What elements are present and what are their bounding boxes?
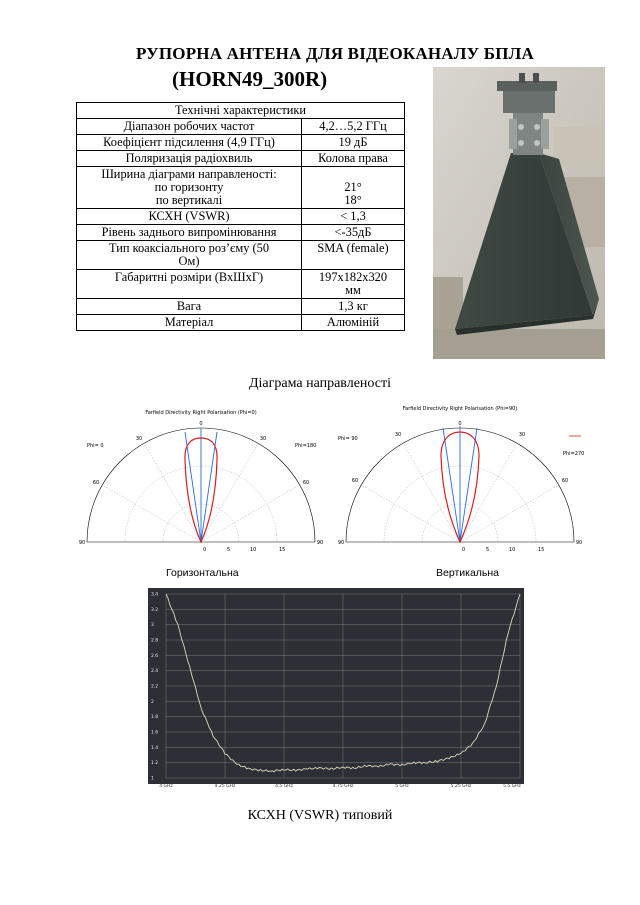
vswr-y-tick: 3.4 (151, 592, 159, 598)
spec-value (302, 270, 405, 299)
spec-value-line: SMA (female) (317, 241, 389, 255)
radial-label: 0 (462, 547, 466, 553)
vswr-x-tick: 4 GHz (159, 784, 173, 789)
antenna-photo (433, 67, 605, 359)
angle-label: 90 (575, 540, 583, 546)
spec-value: <-35дБ (302, 225, 405, 241)
angle-label: 60 (92, 480, 100, 486)
table-row (77, 119, 405, 135)
vswr-y-tick: 1 (151, 776, 154, 782)
vswr-y-tick: 1.4 (151, 745, 159, 751)
spec-value: < 1,3 (302, 209, 405, 225)
spec-value-line: 197x182x320 (318, 270, 388, 284)
angle-label: 30 (394, 432, 402, 438)
table-row (77, 299, 405, 315)
vswr-x-tick: 4.5 GHz (275, 784, 293, 789)
vswr-caption: КСХН (VSWR) типовий (247, 808, 393, 823)
spec-value-line: 21° (344, 180, 362, 194)
table-row (77, 209, 405, 225)
angle-label: 0 (199, 421, 203, 427)
spec-value: Колова права (302, 151, 405, 167)
vswr-x-tick: 5.5 GHz (503, 784, 521, 789)
angle-label: 30 (259, 436, 267, 442)
vswr-x-tick: 4.25 GHz (214, 784, 236, 789)
model-number: (HORN49_300R) (172, 67, 328, 91)
vswr-y-tick: 2.8 (151, 638, 159, 644)
diagram-section-title: Діаграма направленості (248, 376, 391, 391)
spec-label-line: Ом) (178, 254, 200, 268)
spec-label: Вага (77, 299, 302, 315)
table-row (77, 135, 405, 151)
table-row (77, 270, 405, 299)
document-title: РУПОРНА АНТЕНА ДЛЯ ВІДЕОКАНАЛУ БПЛА (136, 44, 534, 63)
spec-value (302, 167, 405, 209)
caption-vertical: Вертикальна (436, 567, 500, 579)
radial-label: 15 (279, 547, 286, 553)
vswr-y-tick: 1.8 (151, 715, 159, 721)
angle-label: 30 (518, 432, 526, 438)
specs-table (76, 102, 405, 331)
spec-label: Матеріал (77, 315, 302, 331)
vswr-x-tick: 4.75 GHz (332, 784, 354, 789)
vswr-y-tick: 2.2 (151, 684, 159, 690)
vswr-chart (148, 588, 524, 794)
spec-label-line: по вертикалі (155, 193, 223, 207)
spec-value-line: мм (345, 283, 361, 297)
angle-label: 60 (302, 480, 310, 486)
angle-label: 90 (316, 540, 324, 546)
angle-label: 60 (561, 478, 569, 484)
vswr-y-tick: 3 (151, 623, 154, 629)
table-row (77, 241, 405, 270)
vswr-y-tick: 2.4 (151, 669, 159, 675)
angle-label: 90 (337, 540, 345, 546)
radial-label: 0 (203, 547, 207, 553)
phi-left-label: Phi= 0 (87, 443, 104, 449)
radial-label: 5 (227, 547, 231, 553)
polar-title: Farfield Directivity Right Polarisation (Phi=90) (402, 406, 518, 412)
spec-label: КСХН (VSWR) (77, 209, 302, 225)
phi-right-label: Phi=180 (295, 443, 317, 449)
caption-horizontal: Горизонтальна (166, 567, 239, 579)
vswr-x-tick: 5.25 GHz (450, 784, 472, 789)
specs-caption: Технічні характеристики (77, 103, 405, 119)
vswr-y-tick: 1.2 (151, 761, 159, 767)
polar-title: Farfield Directivity Right Polarisation (Phi=0) (145, 410, 257, 416)
table-row (77, 167, 405, 209)
radial-label: 10 (250, 547, 257, 553)
vswr-y-tick: 2 (151, 699, 154, 705)
radial-label: 10 (509, 547, 516, 553)
angle-label: 90 (78, 540, 86, 546)
polar-plot-horizontal (78, 402, 323, 562)
spec-label: Коефіцієнт підсилення (4,9 ГГц) (77, 135, 302, 151)
spec-value (302, 241, 405, 270)
spec-label-line: Габаритні розміри (ВхШхГ) (114, 270, 264, 284)
spec-label: Поляризація радіохвиль (77, 151, 302, 167)
spec-label-line: по горизонту (154, 180, 224, 194)
spec-value: 4,2…5,2 ГГц (302, 119, 405, 135)
spec-label (77, 167, 302, 209)
spec-value: 19 дБ (302, 135, 405, 151)
spec-label: Рівень заднього випромінювання (77, 225, 302, 241)
spec-label-line: Тип коаксіального роз’єму (50 (108, 241, 270, 255)
vswr-y-tick: 1.6 (151, 730, 159, 736)
spec-value: 1,3 кг (302, 299, 405, 315)
vswr-x-tick: 5 GHz (395, 784, 409, 789)
vswr-y-tick: 2.6 (151, 653, 159, 659)
spec-label (77, 270, 302, 299)
phi-left-label: Phi= 90 (338, 436, 358, 442)
table-row (77, 151, 405, 167)
spec-value-line: 18° (344, 193, 362, 207)
radial-label: 15 (538, 547, 545, 553)
spec-label (77, 241, 302, 270)
angle-label: 60 (351, 478, 359, 484)
spec-value: Алюміній (302, 315, 405, 331)
spec-label-line: Ширина діаграми направленості: (101, 167, 277, 181)
vswr-y-tick: 3.2 (151, 607, 159, 613)
angle-label: 0 (458, 421, 462, 427)
table-row (77, 225, 405, 241)
spec-label: Діапазон робочих частот (77, 119, 302, 135)
table-row (77, 315, 405, 331)
radial-label: 5 (486, 547, 490, 553)
phi-right-label: Phi=270 (563, 451, 585, 457)
angle-label: 30 (135, 436, 143, 442)
polar-plot-vertical (337, 402, 585, 562)
